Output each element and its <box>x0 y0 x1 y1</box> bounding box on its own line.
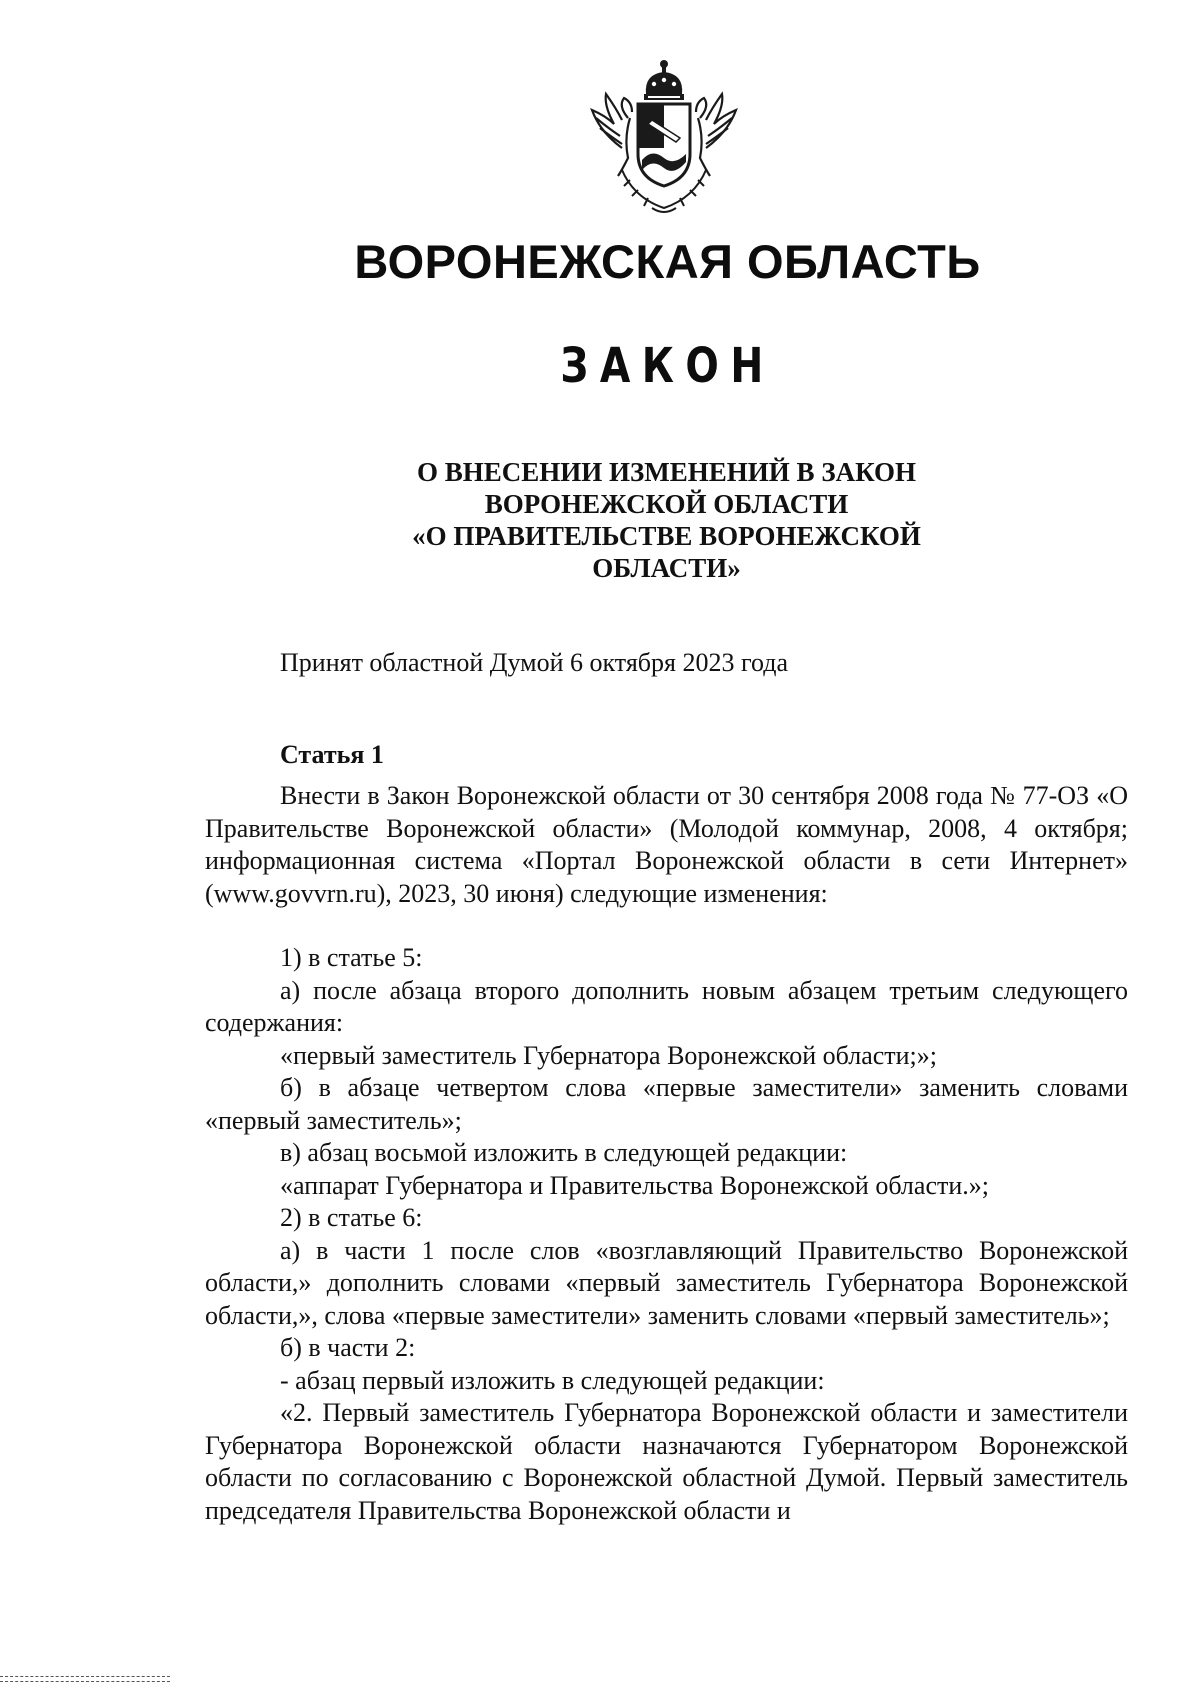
law-heading <box>380 456 953 584</box>
article-paragraph: 2) в статье 6: <box>280 1203 423 1232</box>
article-paragraph: а) после абзаца второго дополнить новым абзацем третьим следующего содержания: <box>205 975 1128 1037</box>
article-paragraph: - абзац первый изложить в следующей редакции: <box>280 1365 825 1395</box>
article-paragraph: «аппарат Губернатора и Правительства Воронежской области.»; <box>280 1170 989 1200</box>
article-body <box>205 780 1128 1527</box>
law-heading-line: «О ПРАВИТЕЛЬСТВЕ ВОРОНЕЖСКОЙ <box>412 521 921 551</box>
article-paragraph: «2. Первый заместитель Губернатора Воронежской области и заместители Губернатора Воронежской области назначаются Губернатором Воронежской области по согласованию с Воронежской областной Думой. Первый заместитель председателя Правительства Воронежской области и <box>205 1398 1128 1525</box>
article-paragraph: б) в части 2: <box>280 1333 416 1362</box>
document-type-title: ЗАКОН <box>560 338 775 394</box>
law-heading-line: ВОРОНЕЖСКОЙ ОБЛАСТИ <box>484 489 849 519</box>
article-paragraph: Внести в Закон Воронежской области от 30 сентября 2008 года № 77-ОЗ «О Правительстве Воронежской области» (Молодой коммунар, 2008, 4 октября; информационная система «Портал Воронежской области в сети Интернет» (www.govvrn.ru), 2023, 30 июня) следующие изменения: <box>205 781 1128 908</box>
adoption-date: Принят областной Думой 6 октября 2023 года <box>280 648 789 677</box>
article-paragraph: «первый заместитель Губернатора Воронежской области;»; <box>280 1040 937 1070</box>
article-paragraph: в) абзац восьмой изложить в следующей редакции: <box>280 1138 848 1167</box>
footer-rule <box>0 1676 170 1682</box>
article-paragraph: 1) в статье 5: <box>280 943 423 972</box>
law-heading-line: О ВНЕСЕНИИ ИЗМЕНЕНИЙ В ЗАКОН <box>417 457 916 487</box>
law-heading-line: ОБЛАСТИ» <box>592 553 741 583</box>
article-title: Статья 1 <box>280 740 384 769</box>
article-paragraph: а) в части 1 после слов «возглавляющий Правительство Воронежской области,» дополнить словами «первый заместитель Губернатора Воронежской области,», слова «первые заместители» заменить словами «первый заместитель»; <box>205 1235 1128 1330</box>
region-title: ВОРОНЕЖСКАЯ ОБЛАСТЬ <box>354 235 981 288</box>
coat-of-arms-icon <box>582 58 746 216</box>
article-paragraph: б) в абзаце четвертом слова «первые заместители» заменить словами «первый заместитель»; <box>205 1073 1128 1135</box>
